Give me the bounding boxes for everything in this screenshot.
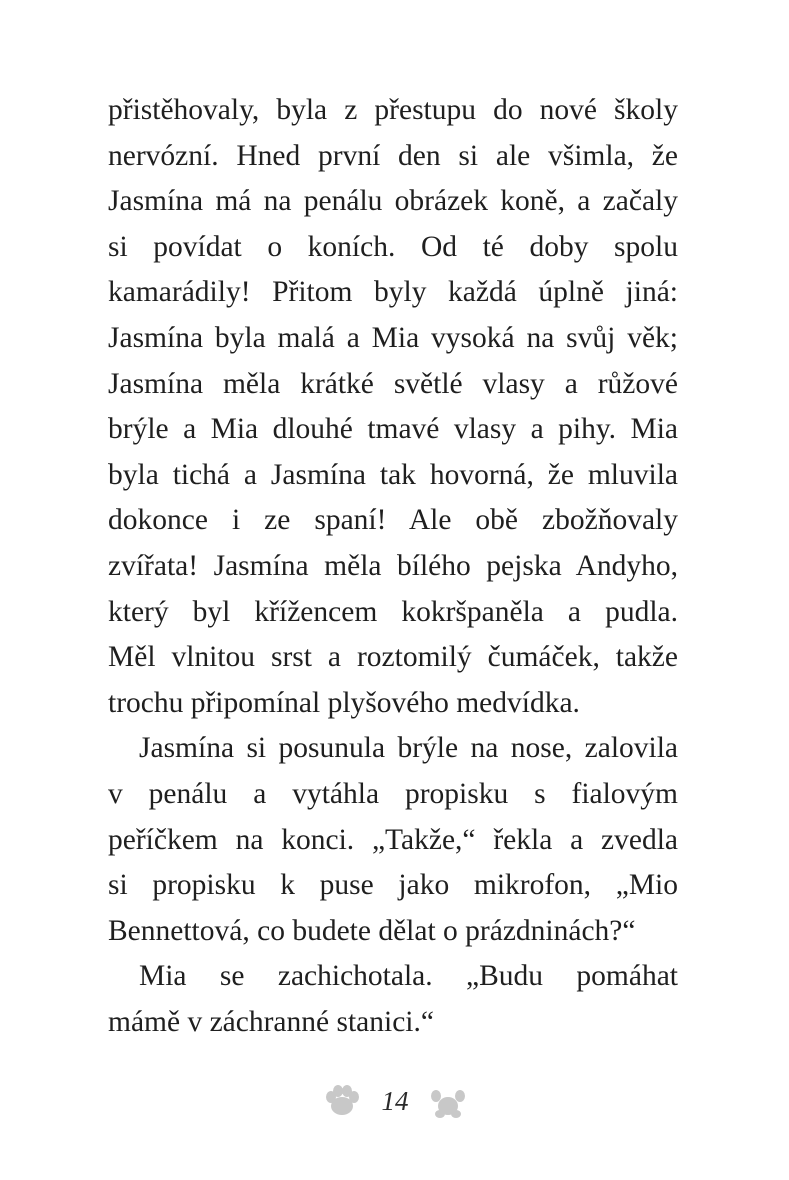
page-footer (0, 1082, 789, 1122)
body-text (108, 88, 678, 1045)
text-line: Měl vlnitou srst a roztomilý čumáček, takže (108, 641, 678, 674)
text-line: byla tichá a Jasmína tak hovorná, že mluvila (108, 458, 678, 491)
text-line: trochu připomínal plyšového medvídka. (108, 686, 580, 719)
text-line: brýle a Mia dlouhé tmavé vlasy a pihy. Mia (108, 413, 678, 446)
text-line: zvířata! Jasmína měla bílého pejska Andyho, (108, 549, 678, 582)
text-line: Jasmína byla malá a Mia vysoká na svůj věk; (108, 321, 678, 354)
text-line: Bennettová, co budete dělat o prázdninách?“ (108, 914, 636, 947)
page-number: 14 (381, 1086, 409, 1116)
text-line: Jasmína si posunula brýle na nose, zalovila (139, 732, 678, 765)
text-line: mámě v záchranné stanici.“ (108, 1005, 434, 1038)
text-line: Jasmína měla krátké světlé vlasy a růžové (108, 367, 678, 400)
text-line: v penálu a vytáhla propisku s fialovým (108, 777, 678, 810)
text-line: nervózní. Hned první den si ale všimla, že (108, 139, 678, 172)
text-line: přistěhovaly, byla z přestupu do nové školy (108, 94, 678, 126)
text-line: Jasmína má na penálu obrázek koně, a začaly (108, 185, 678, 218)
text-line: si propisku k puse jako mikrofon, „Mio (108, 869, 678, 902)
text-line: si povídat o koních. Od té doby spolu (108, 230, 678, 263)
text-line: kamarádily! Přitom byly každá úplně jiná: (108, 276, 678, 309)
paw-print-icon (324, 1084, 360, 1118)
text-line: který byl křížencem kokršpaněla a pudla. (108, 595, 678, 628)
paw-print-icon (430, 1084, 466, 1118)
text-line: peříčkem na konci. „Takže,“ řekla a zvedla (108, 823, 678, 856)
text-line: dokonce i ze spaní! Ale obě zbožňovaly (108, 504, 678, 537)
text-line: Mia se zachichotala. „Budu pomáhat (139, 960, 678, 993)
